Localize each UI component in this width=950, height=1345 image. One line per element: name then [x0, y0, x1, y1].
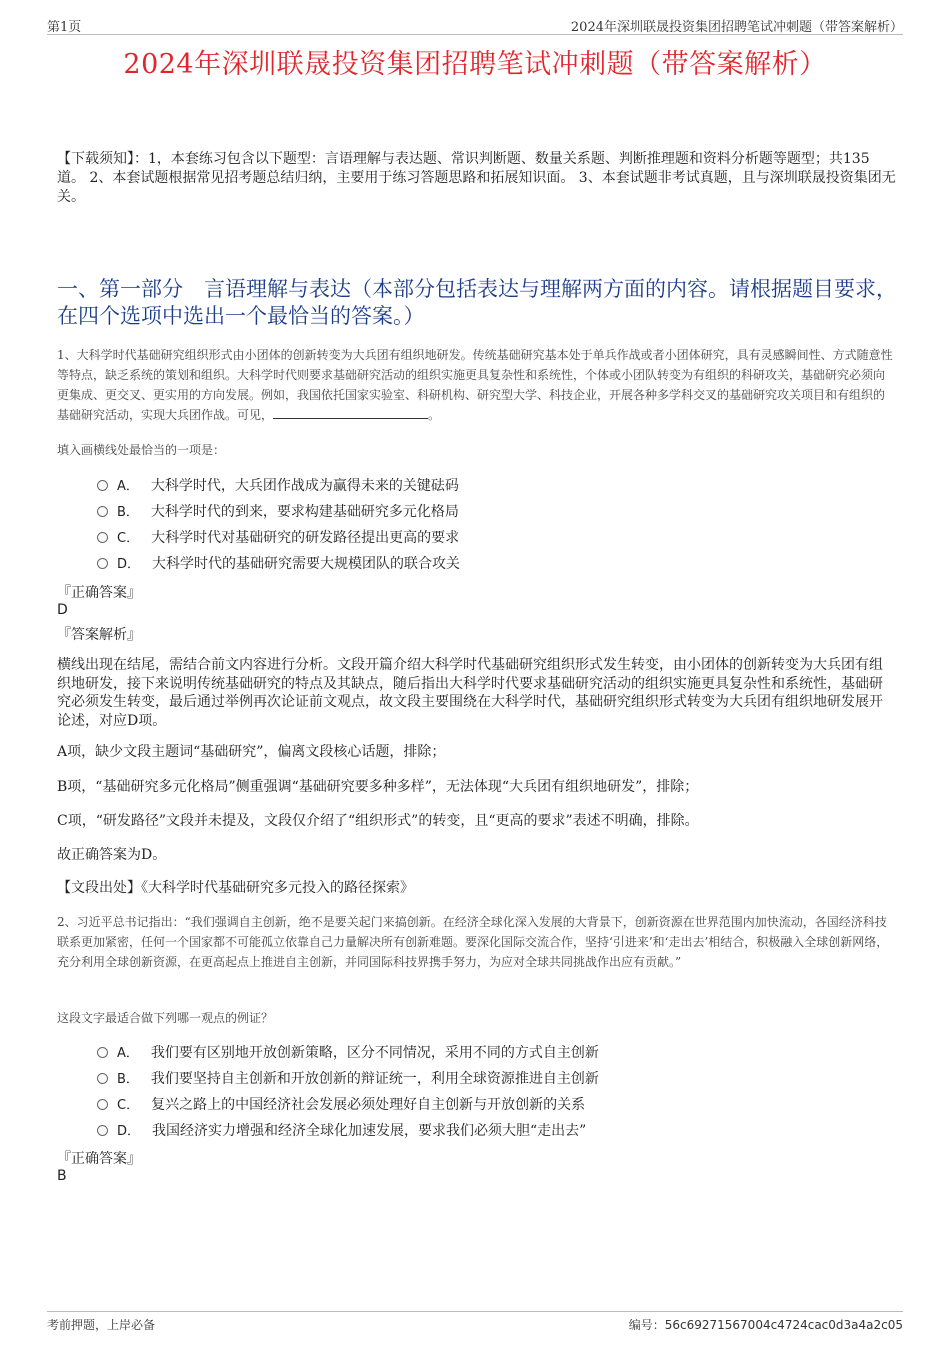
radio-icon[interactable]	[97, 1047, 108, 1058]
page-footer	[47, 1311, 903, 1336]
q1-analysis-label: 『答案解析』	[57, 627, 141, 643]
q2-answer-label: 『正确答案』	[57, 1151, 141, 1167]
question-1-prompt: 填入画横线处最恰当的一项是：	[57, 443, 226, 457]
q1-analysis-c: C项，“研发路径”文段并未提及，文段仅介绍了“组织形式”的转变，且“更高的要求”表述不明确，排除。	[57, 813, 699, 829]
q1-analysis-b: B项，“基础研究多元化格局”侧重强调“基础研究要多种多样”，无法体现“大兵团有组织地研发”，排除；	[57, 779, 699, 795]
radio-icon[interactable]	[97, 532, 108, 543]
footer-slogan: 考前押题，上岸必备	[47, 1318, 156, 1332]
question-2-prompt: 这段文字最适合做下列哪一观点的例证？	[57, 1011, 274, 1025]
footer-code: 编号：56c69271567004c4724cac0d3a4a2c05	[628, 1318, 903, 1332]
q1-analysis-main: 横线出现在结尾，需结合前文内容进行分析。文段开篇介绍大科学时代基础研究组织形式发生转变，由小团体的创新转变为大兵团有组织地研发，接下来说明传统基础研究的特点及其缺点，随后指出大科学时代要求基础研究活动的组织实施更具复杂性和系统性，基础研究必须发生转变，最后通过举例再次论证前文观点，故文段主要围绕在大科学时代，基础研究组织形式转变为大兵团有组织地研发展开论述，对应D项。	[57, 657, 883, 729]
radio-icon[interactable]	[97, 480, 108, 491]
fill-blank	[273, 406, 428, 419]
radio-icon[interactable]	[97, 506, 108, 517]
q2-option-b[interactable]: B． 我们要坚持自主创新和开放创新的辩证统一，利用全球资源推进自主创新	[97, 1069, 599, 1090]
q1-option-d[interactable]: D． 大科学时代的基础研究需要大规模团队的联合攻关	[97, 554, 460, 575]
q1-option-b[interactable]: B． 大科学时代的到来，要求构建基础研究多元化格局	[97, 502, 459, 523]
q1-analysis-a: A项，缺少文段主题词“基础研究”，偏离文段核心话题，排除；	[57, 744, 446, 760]
q2-answer: B	[57, 1168, 67, 1184]
q2-option-a[interactable]: A． 我们要有区别地开放创新策略，区分不同情况，采用不同的方式自主创新	[97, 1043, 599, 1064]
page-title: 2024年深圳联晟投资集团招聘笔试冲刺题（带答案解析）	[123, 49, 827, 80]
q1-source: 【文段出处】《大科学时代基础研究多元投入的路径探索》	[57, 880, 414, 896]
q2-option-c[interactable]: C． 复兴之路上的中国经济社会发展必须处理好自主创新与开放创新的关系	[97, 1095, 585, 1116]
radio-icon[interactable]	[97, 1073, 108, 1084]
page-header	[47, 14, 903, 35]
radio-icon[interactable]	[97, 1125, 108, 1136]
download-notice: 【下载须知】：1，本套练习包含以下题型：言语理解与表达题、常识判断题、数量关系题、判断推理题和资料分析题等题型；共135道。 2、本套试题根据常见招考题总结归纳，主要用于练习答题思路和拓展知识面。 3、本套试题非考试真题，且与深圳联晟投资集团无关。	[57, 151, 896, 205]
q2-option-d[interactable]: D． 我国经济实力增强和经济全球化加速发展，要求我们必须大胆“走出去”	[97, 1121, 586, 1142]
header-doc-title: 2024年深圳联晟投资集团招聘笔试冲刺题（带答案解析）	[570, 20, 903, 35]
q1-option-a[interactable]: A． 大科学时代，大兵团作战成为赢得未来的关键砝码	[97, 476, 459, 497]
radio-icon[interactable]	[97, 558, 108, 569]
q1-option-c[interactable]: C． 大科学时代对基础研究的研发路径提出更高的要求	[97, 528, 459, 549]
section-heading: 一、第一部分 言语理解与表达（本部分包括表达与理解两方面的内容。请根据题目要求，在四个选项中选出一个最恰当的答案。）	[57, 277, 897, 328]
q1-analysis-conclusion: 故正确答案为D。	[57, 847, 167, 863]
question-1-stem: 1、大科学时代基础研究组织形式由小团体的创新转变为大兵团有组织地研发。传统基础研究基本处于单兵作战或者小团体研究，具有灵感瞬间性、方式随意性等特点，缺乏系统的策划和组织。大科学时代则要求基础研究活动的组织实施更具复杂性和系统性，个体或小团队转变为有组织的科研攻关，基础研究必须向更集成、更交叉、更实用的方向发展。例如，我国依托国家实验室、科研机构、研究型大学、科技企业，开展各种多学科交叉的基础研究攻关项目和有组织的基础研究活动，实现大兵团作战。可见， 。	[57, 348, 893, 422]
q1-answer-label: 『正确答案』	[57, 585, 141, 601]
radio-icon[interactable]	[97, 1099, 108, 1110]
question-2-stem: 2、习近平总书记指出：“我们强调自主创新，绝不是要关起门来搞创新。在经济全球化深入发展的大背景下，创新资源在世界范围内加快流动，各国经济科技联系更加紧密，任何一个国家都不可能孤立依靠自己力量解决所有创新难题。要深化国际交流合作，坚持‘引进来’和‘走出去’相结合，积极融入全球创新网络，充分利用全球创新资源，在更高起点上推进自主创新，并同国际科技界携手努力，为应对全球共同挑战作出应有贡献。”	[57, 915, 889, 969]
page-number: 第1页	[47, 20, 82, 35]
q1-answer: D	[57, 602, 68, 618]
